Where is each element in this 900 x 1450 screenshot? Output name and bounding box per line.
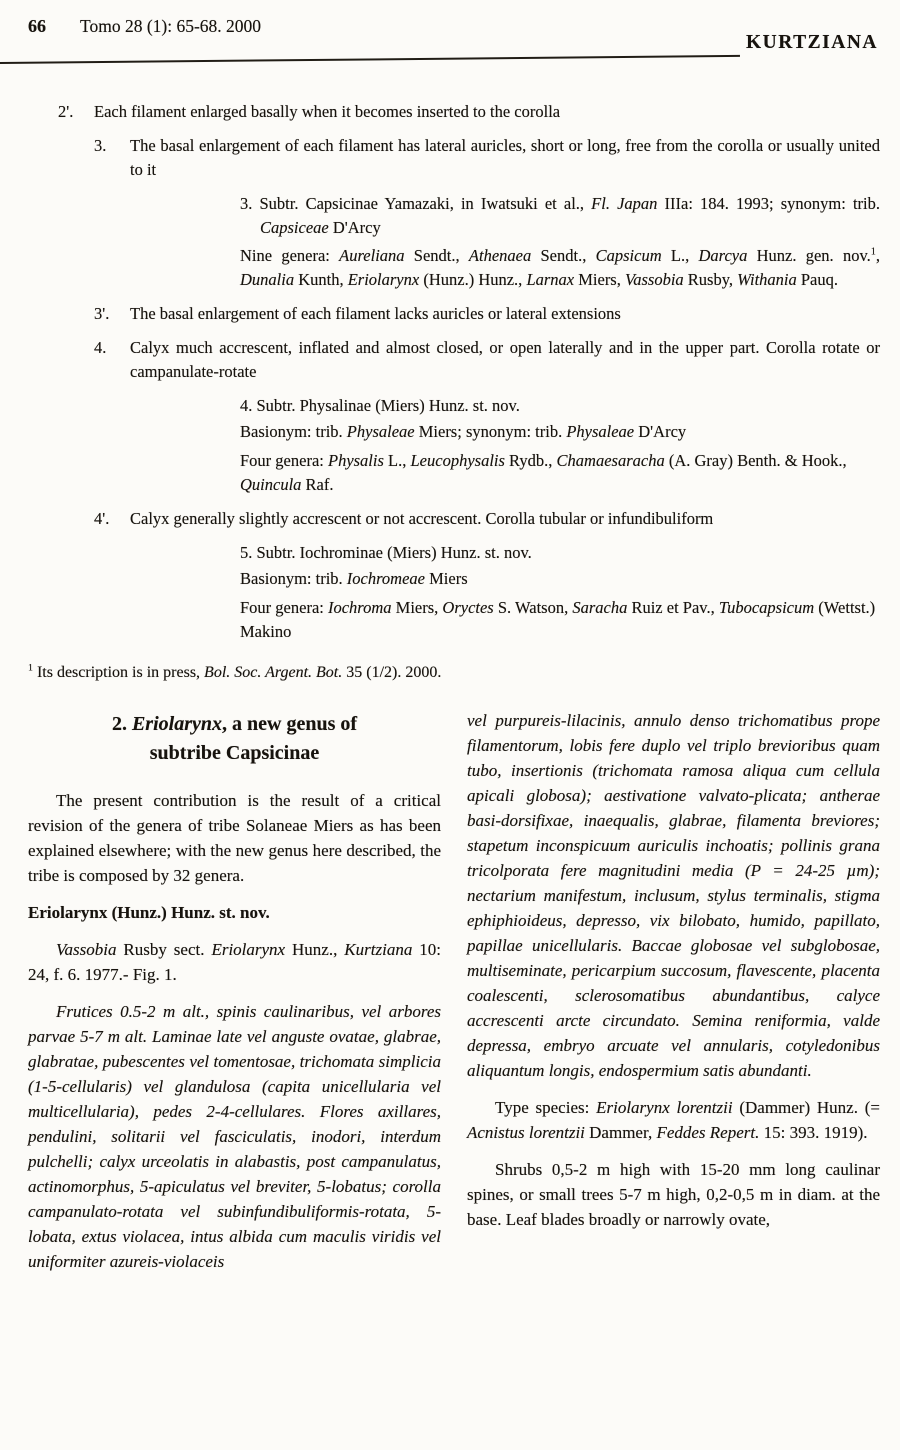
volume-info: Tomo 28 (1): 65-68. 2000 bbox=[80, 16, 262, 36]
key-couplet-2prime bbox=[58, 100, 880, 124]
genus-heading: Eriolarynx (Hunz.) Hunz. st. nov. bbox=[28, 903, 270, 922]
couplet-text: Calyx generally slightly accrescent or not accrescent. Corolla tubular or infundibuliform bbox=[130, 509, 714, 528]
page-header bbox=[28, 16, 880, 74]
taxonomic-key bbox=[28, 100, 880, 644]
description-paragraph: Shrubs 0,5-2 m high with 15-20 mm long caulinar spines, or small trees 5-7 m high, 0,2-0,5 m in diam. at the base. Leaf blades broadly or narrowly ovate, bbox=[467, 1160, 880, 1229]
footnote: $^1$ Its description is in press, Bol. Soc. Argent. Bot. 35 (1/2). 2000. bbox=[28, 662, 442, 681]
key-couplet-4 bbox=[94, 336, 880, 384]
key-result-iochrominae-genera: Four genera: Iochroma Miers, Oryctes S. Watson, Saracha Ruiz et Pav., Tubocapsicum (Wettst.) Makino bbox=[240, 598, 876, 641]
type-species-paragraph: Type species: Eriolarynx lorentzii (Dammer) Hunz. (= Acnistus lorentzii Dammer, Feddes Repert. 15: 393. 1919). bbox=[467, 1098, 880, 1142]
couplet-number: 4'. bbox=[94, 509, 110, 528]
article-left-column bbox=[28, 708, 441, 1286]
couplet-text: Calyx much accrescent, inflated and almost closed, or open laterally and in the upper part. Corolla rotate or campanulate-rotate bbox=[130, 338, 880, 381]
key-result-capsicinae-genera: Nine genera: Aureliana Sendt., Athenaea Sendt., Capsicum L., Darcya Hunz. gen. nov.$^1$, Dunalia Kunth, Eriolarynx (Hunz.) Hunz., Larnax Miers, Vassobia Rusby, Withania Pauq. bbox=[240, 246, 880, 289]
journal-name: KURTZIANA bbox=[746, 32, 878, 53]
couplet-text: The basal enlargement of each filament has lateral auricles, short or long, free from the corolla or usually united to it bbox=[130, 136, 880, 179]
latin-diagnosis-continuation: vel purpureis-lilacinis, annulo denso trichomatibus prope filamentorum, lobis fere duplo vel triplo brevioribus quam tubo, insertionis (trichomata ramosa aliqua cum cellula apicali globosa); aestivatione valvato-plicata; antherae basi-dorsifixae, inaequalis, glabrae, filamenta breviores; stapetum inconspicuum auriculis inchoatis; pollinis grana tricolporata fere magnitudini media (P = 24-25 µm); nectarium manifestum, inclusum, stylus terminalis, stigma ephiphioideus, depresso, vix bilobato, humido, papillato, papillae unicellularis. Baccae globosae vel subglobosae, multiseminate, pericarpium succosum, flavescente, placenta coalescenti, sclerosomatibus abundantibus, calyce accrescenti arcte circundato. Semina reniformia, valde depressa, embryo arcuate vel annularis, cotyledonibus aliquantum longis, endospermium satis abundanti. bbox=[467, 711, 880, 1080]
section-heading-line2: subtribe Capsicinae bbox=[149, 742, 320, 764]
article-body bbox=[28, 708, 880, 1286]
key-result-iochrominae-basionym: Basionym: trib. Iochromeae Miers bbox=[240, 569, 468, 588]
key-couplet-3 bbox=[94, 134, 880, 182]
section-heading-line1: 2. Eriolarynx, a new genus of bbox=[111, 713, 358, 735]
key-result-physalinae-basionym: Basionym: trib. Physaleae Miers; synonym: trib. Physaleae D'Arcy bbox=[240, 422, 687, 441]
key-result-subtr-physalinae: 4. Subtr. Physalinae (Miers) Hunz. st. nov. bbox=[240, 396, 520, 415]
section-heading bbox=[34, 710, 435, 768]
key-couplet-3prime bbox=[94, 302, 880, 326]
article-right-column bbox=[467, 708, 880, 1286]
header-rule bbox=[0, 55, 740, 64]
key-couplet-4prime bbox=[94, 507, 880, 531]
couplet-text: The basal enlargement of each filament lacks auricles or lateral extensions bbox=[130, 304, 621, 323]
page-number: 66 bbox=[28, 16, 46, 36]
couplet-number: 3. bbox=[94, 136, 107, 155]
couplet-text: Each filament enlarged basally when it becomes inserted to the corolla bbox=[94, 102, 561, 121]
key-result-physalinae-genera: Four genera: Physalis L., Leucophysalis Rydb., Chamaesaracha (A. Gray) Benth. & Hook., Quincula Raf. bbox=[240, 451, 847, 494]
key-result-subtr-capsicinae: 3. Subtr. Capsicinae Yamazaki, in Iwatsuki et al., Fl. Japan IIIa: 184. 1993; synonym: trib. Capsiceae D'Arcy bbox=[240, 194, 880, 237]
couplet-number: 2'. bbox=[58, 102, 74, 121]
key-result-subtr-iochrominae: 5. Subtr. Iochrominae (Miers) Hunz. st. nov. bbox=[240, 543, 532, 562]
basionym-paragraph: Vassobia Rusby sect. Eriolarynx Hunz., Kurtziana 10: 24, f. 6. 1977.- Fig. 1. bbox=[28, 940, 441, 984]
couplet-number: 4. bbox=[94, 338, 107, 357]
intro-paragraph: The present contribution is the result of a critical revision of the genera of tribe Solaneae Miers as has been explained elsewhere; with the new genus here described, the tribe is composed by 32 genera. bbox=[28, 791, 441, 885]
latin-diagnosis-paragraph: Frutices 0.5-2 m alt., spinis caulinaribus, vel arbores parvae 5-7 m alt. Laminae late vel anguste ovatae, glabrae, glabratae, pubescentes vel tomentosae, trichomata simplicia (1-5-cellularis) vel glandulosa (capita unicellularia vel multicellularia), pedes 2-4-cellulares. Flores axillares, pendulini, solitarii vel fasciculatis, inodori, interdum pulchelli; calyx urceolatis in alabastis, post campanulatus, actinomorphus, 5-apiculatus vel breviter, 5-lobatus; corolla campanulato-rotata vel subinfundibuliformis-rotata, 5-lobata, extus violacea, intus albida cum maculis viridis vel uniformiter azureis-violaceis bbox=[28, 1002, 441, 1271]
couplet-number: 3'. bbox=[94, 304, 110, 323]
